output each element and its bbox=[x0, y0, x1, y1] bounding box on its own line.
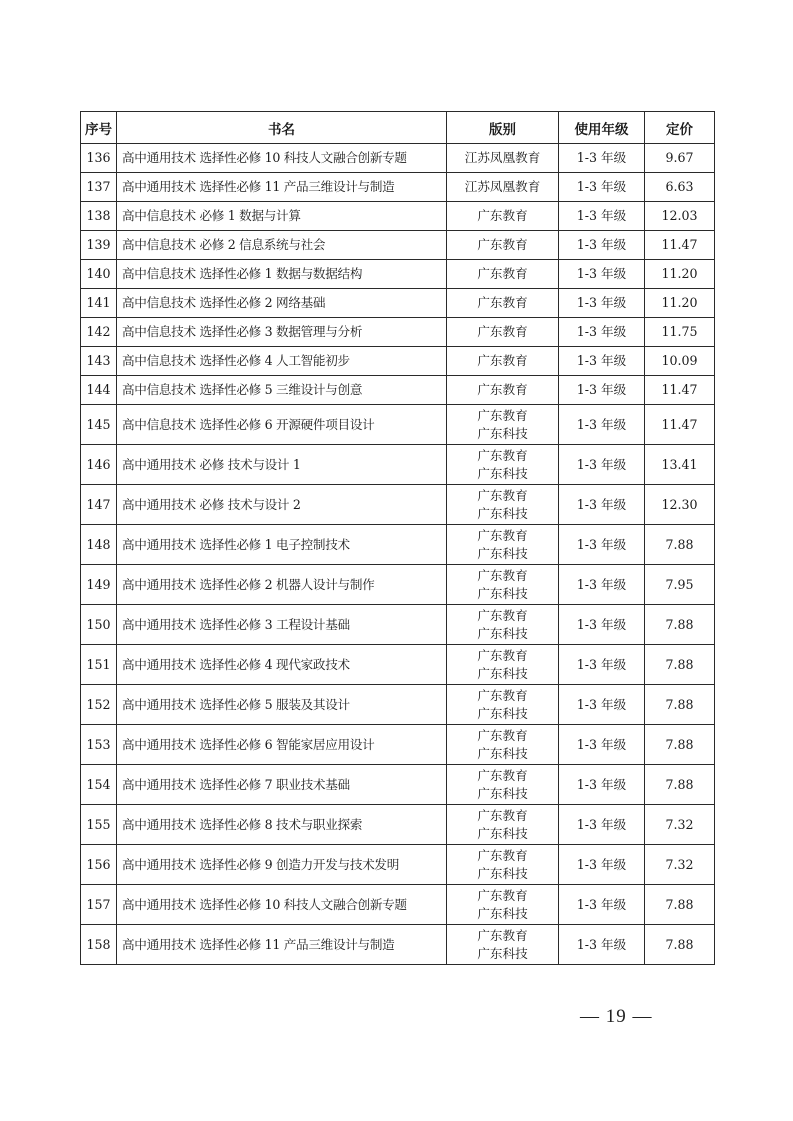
header-grade: 使用年级 bbox=[559, 112, 645, 144]
cell-grade: 1-3 年级 bbox=[559, 925, 645, 965]
cell-publisher bbox=[447, 725, 559, 765]
table-row bbox=[81, 144, 715, 173]
cell-serial-number: 142 bbox=[81, 318, 117, 347]
publisher-name: 广东教育 bbox=[477, 208, 528, 223]
cell-serial-number: 143 bbox=[81, 347, 117, 376]
cell-serial-number: 137 bbox=[81, 173, 117, 202]
cell-grade: 1-3 年级 bbox=[559, 289, 645, 318]
cell-price: 11.47 bbox=[645, 231, 715, 260]
table-row bbox=[81, 525, 715, 565]
publisher-name: 广东科技 bbox=[477, 945, 528, 961]
cell-price: 7.88 bbox=[645, 685, 715, 725]
cell-publisher bbox=[447, 485, 559, 525]
header-price: 定价 bbox=[645, 112, 715, 144]
cell-publisher bbox=[447, 202, 559, 231]
cell-publisher bbox=[447, 885, 559, 925]
publisher-name: 广东教育 bbox=[477, 266, 528, 281]
cell-grade: 1-3 年级 bbox=[559, 173, 645, 202]
cell-price: 7.88 bbox=[645, 645, 715, 685]
cell-serial-number: 154 bbox=[81, 765, 117, 805]
cell-grade: 1-3 年级 bbox=[559, 725, 645, 765]
publisher-name: 广东科技 bbox=[477, 425, 528, 441]
cell-price: 11.20 bbox=[645, 289, 715, 318]
cell-publisher bbox=[447, 318, 559, 347]
table-body bbox=[81, 144, 715, 965]
cell-book-title: 高中通用技术 选择性必修 11 产品三维设计与制造 bbox=[117, 173, 447, 202]
publisher-name: 广东教育 bbox=[477, 237, 528, 252]
cell-grade: 1-3 年级 bbox=[559, 525, 645, 565]
table-row bbox=[81, 565, 715, 605]
table-row bbox=[81, 376, 715, 405]
cell-price: 7.88 bbox=[645, 765, 715, 805]
cell-grade: 1-3 年级 bbox=[559, 318, 645, 347]
publisher-name: 广东教育 bbox=[477, 295, 528, 310]
cell-publisher bbox=[447, 845, 559, 885]
cell-book-title: 高中信息技术 必修 1 数据与计算 bbox=[117, 202, 447, 231]
publisher-name: 广东科技 bbox=[477, 665, 528, 681]
cell-book-title: 高中通用技术 选择性必修 5 服装及其设计 bbox=[117, 685, 447, 725]
cell-serial-number: 149 bbox=[81, 565, 117, 605]
publisher-name: 江苏凤凰教育 bbox=[464, 150, 541, 165]
page-number: — 19 — bbox=[580, 1006, 653, 1027]
cell-serial-number: 155 bbox=[81, 805, 117, 845]
publisher-name: 广东科技 bbox=[477, 865, 528, 881]
header-serial-number: 序号 bbox=[81, 112, 117, 144]
table-row bbox=[81, 289, 715, 318]
cell-book-title: 高中通用技术 必修 技术与设计 1 bbox=[117, 445, 447, 485]
cell-book-title: 高中信息技术 选择性必修 4 人工智能初步 bbox=[117, 347, 447, 376]
cell-book-title: 高中信息技术 选择性必修 2 网络基础 bbox=[117, 289, 447, 318]
publisher-name: 广东教育 bbox=[477, 527, 528, 543]
cell-book-title: 高中通用技术 选择性必修 8 技术与职业探索 bbox=[117, 805, 447, 845]
publisher-name: 广东教育 bbox=[477, 382, 528, 397]
publisher-name: 广东教育 bbox=[477, 353, 528, 368]
cell-serial-number: 146 bbox=[81, 445, 117, 485]
cell-serial-number: 157 bbox=[81, 885, 117, 925]
cell-serial-number: 136 bbox=[81, 144, 117, 173]
cell-book-title: 高中通用技术 选择性必修 3 工程设计基础 bbox=[117, 605, 447, 645]
cell-publisher bbox=[447, 347, 559, 376]
publisher-name: 广东教育 bbox=[477, 767, 528, 783]
publisher-name: 广东科技 bbox=[477, 705, 528, 721]
cell-publisher bbox=[447, 605, 559, 645]
cell-price: 7.95 bbox=[645, 565, 715, 605]
publisher-name: 广东教育 bbox=[477, 847, 528, 863]
publisher-name: 广东教育 bbox=[477, 607, 528, 623]
cell-book-title: 高中信息技术 选择性必修 5 三维设计与创意 bbox=[117, 376, 447, 405]
cell-book-title: 高中信息技术 选择性必修 3 数据管理与分析 bbox=[117, 318, 447, 347]
publisher-name: 广东科技 bbox=[477, 825, 528, 841]
cell-book-title: 高中信息技术 选择性必修 1 数据与数据结构 bbox=[117, 260, 447, 289]
cell-grade: 1-3 年级 bbox=[559, 260, 645, 289]
table-row bbox=[81, 260, 715, 289]
cell-price: 7.32 bbox=[645, 845, 715, 885]
publisher-name: 广东教育 bbox=[477, 927, 528, 943]
table-row bbox=[81, 725, 715, 765]
cell-book-title: 高中通用技术 选择性必修 7 职业技术基础 bbox=[117, 765, 447, 805]
cell-price: 7.88 bbox=[645, 525, 715, 565]
table-row bbox=[81, 318, 715, 347]
cell-grade: 1-3 年级 bbox=[559, 805, 645, 845]
table-row bbox=[81, 173, 715, 202]
publisher-name: 广东科技 bbox=[477, 625, 528, 641]
cell-grade: 1-3 年级 bbox=[559, 144, 645, 173]
cell-price: 7.88 bbox=[645, 885, 715, 925]
cell-book-title: 高中信息技术 选择性必修 6 开源硬件项目设计 bbox=[117, 405, 447, 445]
cell-price: 10.09 bbox=[645, 347, 715, 376]
cell-price: 7.88 bbox=[645, 925, 715, 965]
cell-publisher bbox=[447, 173, 559, 202]
cell-price: 13.41 bbox=[645, 445, 715, 485]
header-publisher: 版别 bbox=[447, 112, 559, 144]
cell-book-title: 高中通用技术 选择性必修 4 现代家政技术 bbox=[117, 645, 447, 685]
cell-publisher bbox=[447, 565, 559, 605]
cell-serial-number: 141 bbox=[81, 289, 117, 318]
cell-grade: 1-3 年级 bbox=[559, 485, 645, 525]
cell-price: 6.63 bbox=[645, 173, 715, 202]
table-row bbox=[81, 231, 715, 260]
cell-price: 11.20 bbox=[645, 260, 715, 289]
header-book-title: 书名 bbox=[117, 112, 447, 144]
publisher-name: 广东教育 bbox=[477, 487, 528, 503]
publisher-name: 广东教育 bbox=[477, 887, 528, 903]
cell-publisher bbox=[447, 445, 559, 485]
table-header-row bbox=[81, 112, 715, 144]
cell-book-title: 高中信息技术 必修 2 信息系统与社会 bbox=[117, 231, 447, 260]
cell-grade: 1-3 年级 bbox=[559, 645, 645, 685]
publisher-name: 广东教育 bbox=[477, 324, 528, 339]
cell-publisher bbox=[447, 231, 559, 260]
textbook-price-table bbox=[80, 111, 715, 965]
cell-grade: 1-3 年级 bbox=[559, 885, 645, 925]
cell-serial-number: 156 bbox=[81, 845, 117, 885]
cell-serial-number: 151 bbox=[81, 645, 117, 685]
cell-grade: 1-3 年级 bbox=[559, 445, 645, 485]
publisher-name: 广东教育 bbox=[477, 687, 528, 703]
cell-price: 9.67 bbox=[645, 144, 715, 173]
cell-serial-number: 153 bbox=[81, 725, 117, 765]
cell-book-title: 高中通用技术 必修 技术与设计 2 bbox=[117, 485, 447, 525]
cell-price: 7.88 bbox=[645, 725, 715, 765]
cell-grade: 1-3 年级 bbox=[559, 565, 645, 605]
cell-price: 7.88 bbox=[645, 605, 715, 645]
cell-book-title: 高中通用技术 选择性必修 6 智能家居应用设计 bbox=[117, 725, 447, 765]
publisher-name: 广东科技 bbox=[477, 505, 528, 521]
cell-serial-number: 150 bbox=[81, 605, 117, 645]
cell-serial-number: 148 bbox=[81, 525, 117, 565]
cell-book-title: 高中通用技术 选择性必修 10 科技人文融合创新专题 bbox=[117, 144, 447, 173]
cell-serial-number: 145 bbox=[81, 405, 117, 445]
publisher-name: 江苏凤凰教育 bbox=[464, 179, 541, 194]
cell-grade: 1-3 年级 bbox=[559, 845, 645, 885]
publisher-name: 广东科技 bbox=[477, 585, 528, 601]
table-row bbox=[81, 765, 715, 805]
cell-publisher bbox=[447, 376, 559, 405]
cell-publisher bbox=[447, 805, 559, 845]
cell-grade: 1-3 年级 bbox=[559, 202, 645, 231]
publisher-name: 广东科技 bbox=[477, 745, 528, 761]
publisher-name: 广东教育 bbox=[477, 447, 528, 463]
publisher-name: 广东教育 bbox=[477, 807, 528, 823]
table-row bbox=[81, 925, 715, 965]
cell-grade: 1-3 年级 bbox=[559, 765, 645, 805]
cell-grade: 1-3 年级 bbox=[559, 685, 645, 725]
table-row bbox=[81, 645, 715, 685]
cell-publisher bbox=[447, 645, 559, 685]
cell-price: 11.75 bbox=[645, 318, 715, 347]
cell-grade: 1-3 年级 bbox=[559, 605, 645, 645]
cell-serial-number: 144 bbox=[81, 376, 117, 405]
table-row bbox=[81, 202, 715, 231]
cell-price: 12.03 bbox=[645, 202, 715, 231]
publisher-name: 广东科技 bbox=[477, 785, 528, 801]
publisher-name: 广东教育 bbox=[477, 727, 528, 743]
publisher-name: 广东教育 bbox=[477, 647, 528, 663]
publisher-name: 广东科技 bbox=[477, 905, 528, 921]
publisher-name: 广东科技 bbox=[477, 545, 528, 561]
publisher-name: 广东教育 bbox=[477, 567, 528, 583]
cell-book-title: 高中通用技术 选择性必修 9 创造力开发与技术发明 bbox=[117, 845, 447, 885]
cell-grade: 1-3 年级 bbox=[559, 347, 645, 376]
cell-serial-number: 158 bbox=[81, 925, 117, 965]
table-row bbox=[81, 845, 715, 885]
cell-publisher bbox=[447, 144, 559, 173]
cell-book-title: 高中通用技术 选择性必修 11 产品三维设计与制造 bbox=[117, 925, 447, 965]
cell-price: 12.30 bbox=[645, 485, 715, 525]
cell-serial-number: 138 bbox=[81, 202, 117, 231]
cell-book-title: 高中通用技术 选择性必修 2 机器人设计与制作 bbox=[117, 565, 447, 605]
table-row bbox=[81, 405, 715, 445]
table-row bbox=[81, 485, 715, 525]
table-row bbox=[81, 805, 715, 845]
table-row bbox=[81, 347, 715, 376]
cell-publisher bbox=[447, 405, 559, 445]
table-row bbox=[81, 605, 715, 645]
cell-price: 11.47 bbox=[645, 405, 715, 445]
cell-price: 11.47 bbox=[645, 376, 715, 405]
cell-publisher bbox=[447, 525, 559, 565]
cell-publisher bbox=[447, 289, 559, 318]
cell-publisher bbox=[447, 765, 559, 805]
cell-publisher bbox=[447, 260, 559, 289]
table-row bbox=[81, 685, 715, 725]
cell-book-title: 高中通用技术 选择性必修 1 电子控制技术 bbox=[117, 525, 447, 565]
cell-publisher bbox=[447, 685, 559, 725]
table-row bbox=[81, 885, 715, 925]
publisher-name: 广东科技 bbox=[477, 465, 528, 481]
cell-grade: 1-3 年级 bbox=[559, 231, 645, 260]
cell-grade: 1-3 年级 bbox=[559, 405, 645, 445]
cell-serial-number: 139 bbox=[81, 231, 117, 260]
cell-serial-number: 152 bbox=[81, 685, 117, 725]
cell-serial-number: 147 bbox=[81, 485, 117, 525]
cell-grade: 1-3 年级 bbox=[559, 376, 645, 405]
cell-book-title: 高中通用技术 选择性必修 10 科技人文融合创新专题 bbox=[117, 885, 447, 925]
cell-publisher bbox=[447, 925, 559, 965]
table-row bbox=[81, 445, 715, 485]
cell-price: 7.32 bbox=[645, 805, 715, 845]
cell-serial-number: 140 bbox=[81, 260, 117, 289]
publisher-name: 广东教育 bbox=[477, 407, 528, 423]
